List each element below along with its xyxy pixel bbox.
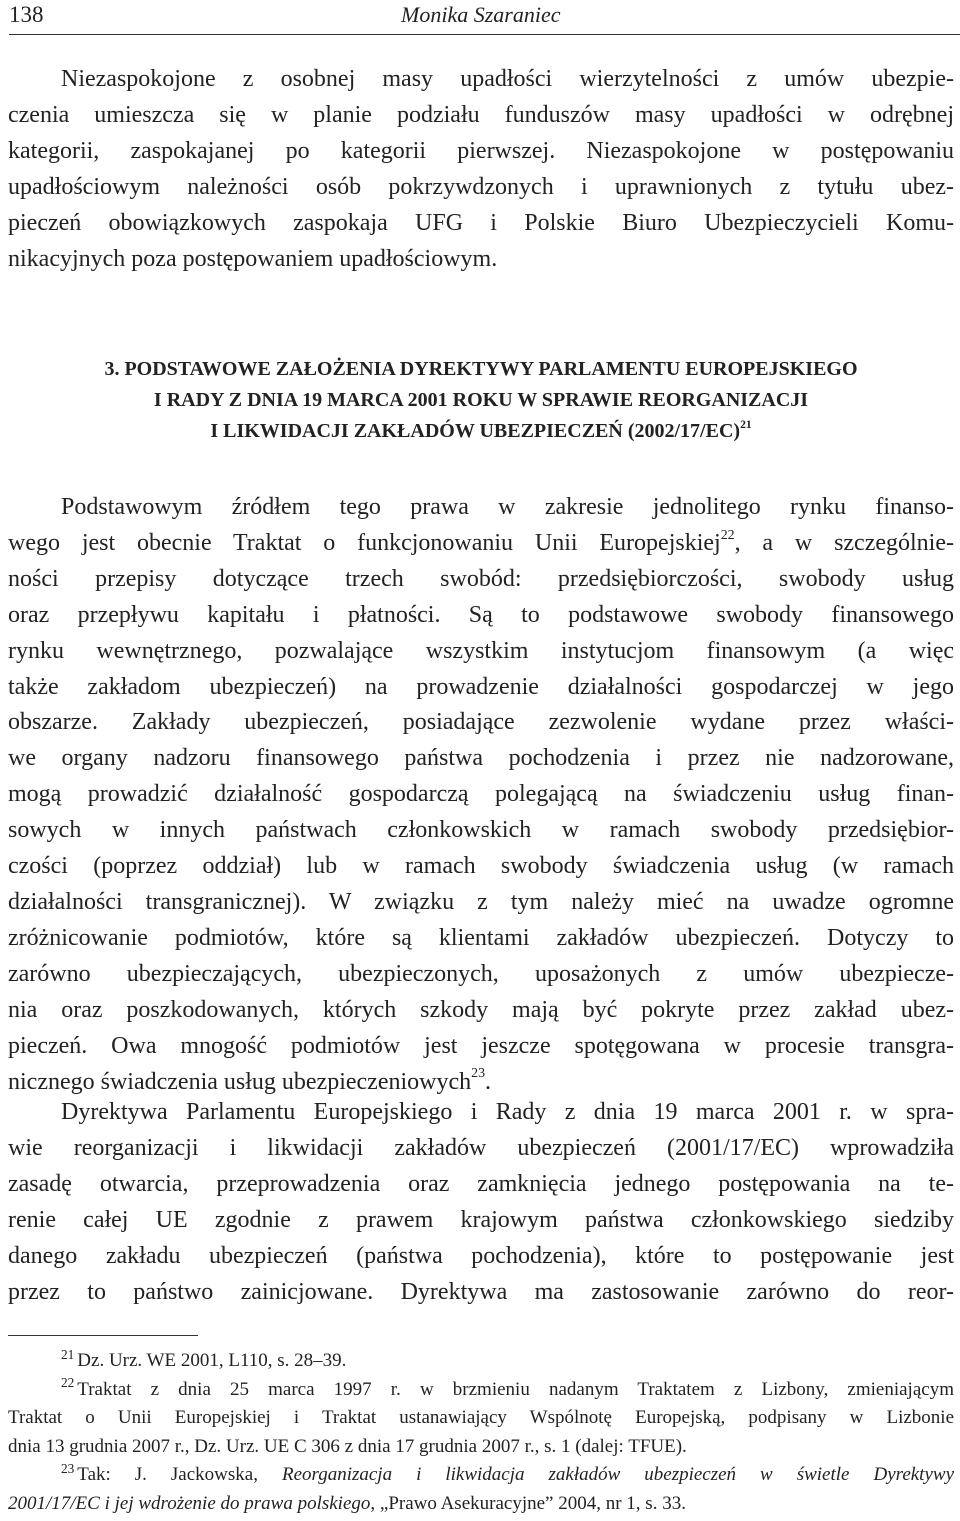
text-line: pieczeń. Owa mnogość podmiotów jest jeszcze spotęgowana w procesie transgra- <box>8 1032 954 1059</box>
header-rule <box>9 34 960 35</box>
footnote-number: 22 <box>61 1375 75 1391</box>
text-line: Dyrektywa Parlamentu Europejskiego i Rady z dnia 19 marca 2001 r. w spra- <box>61 1099 954 1125</box>
text-line: także zakładom ubezpieczeń) na prowadzenie działalności gospodarczej w jego <box>8 673 954 700</box>
text-line: we organy nadzoru finansowego państwa pochodzenia i przez nie nadzorowane, <box>8 745 954 772</box>
text-line: ności przepisy dotyczące trzech swobód: przedsiębiorczości, swobody usług <box>8 565 954 592</box>
text-segment: . <box>485 1068 492 1095</box>
footnote-text-line: dnia 13 grudnia 2007 r., Dz. Urz. UE C 306 z dnia 17 grudnia 2007 r., s. 1 (dalej: TFUE). <box>8 1435 687 1457</box>
text-line: zarówno ubezpieczających, ubezpieczonych, uposażonych z umów ubezpiecze- <box>8 960 954 987</box>
text-segment: , a w szczególnie- <box>734 529 954 556</box>
footnote-cited-title: 2001/17/EC i jej wdrożenie do prawa polskiego <box>8 1492 371 1514</box>
text-line: kategorii, zaspokajanej po kategorii pierwszej. Niezaspokojone w postępowaniu <box>8 137 954 164</box>
text-line: rynku wewnętrznego, pozwalające wszystkim instytucjom finansowym (a więc <box>8 637 954 664</box>
footnote-text-line: Traktat o Unii Europejskiej i Traktat ustanawiający Wspólnotę Europejską, podpisany w Lizbonie <box>8 1407 954 1429</box>
text-segment: nicznego świadczenia usług ubezpieczeniowych <box>8 1068 472 1095</box>
text-line: pieczeń obowiązkowych zaspokaja UFG i Polskie Biuro Ubezpieczycieli Komu- <box>8 209 954 236</box>
text-line: obszarze. Zakłady ubezpieczeń, posiadające zezwolenie wydane przez właści- <box>8 709 954 736</box>
text-line: sowych w innych państwach członkowskich w ramach swobody przedsiębior- <box>8 817 954 844</box>
footnote-text-line <box>8 1490 954 1519</box>
footnote-text: Traktat z dnia 25 marca 1997 r. w brzmieniu nadanym Traktatem z Lizbony, zmieniającym <box>77 1378 954 1400</box>
text-line: przez to państwo zainicjowane. Dyrektywa ma zastosowanie zarówno do reor- <box>8 1278 954 1305</box>
footnote-text: , „Prawo Asekuracyjne” 2004, nr 1, s. 33. <box>370 1492 686 1514</box>
footnote-text: Dz. Urz. WE 2001, L110, s. 28–39. <box>77 1350 347 1371</box>
body-paragraph-2 <box>8 1095 954 1310</box>
footnote-22 <box>8 1376 954 1405</box>
intro-paragraph <box>8 62 954 277</box>
footnote-number: 21 <box>61 1346 75 1362</box>
text-line: Podstawowym źródłem tego prawa w zakresie jednolitego rynku finanso- <box>61 494 954 520</box>
footnote-21 <box>8 1347 954 1376</box>
section-heading <box>8 354 954 447</box>
text-line: oraz przepływu kapitału i płatności. Są to podstawowe swobody finansowego <box>8 601 954 628</box>
text-segment: wego jest obecnie Traktat o funkcjonowaniu Unii Europejskiej <box>8 529 721 556</box>
text-line: zróżnicowanie podmiotów, które są klientami zakładów ubezpieczeń. Dotyczy to <box>8 924 954 951</box>
footnote-separator <box>8 1335 198 1336</box>
text-line: nikacyjnych poza postępowaniem upadłościowym. <box>8 245 498 272</box>
text-line: danego zakładu ubezpieczeń (państwa pochodzenia), które to postępowanie jest <box>8 1242 954 1269</box>
heading-line-text: I LIKWIDACJI ZAKŁADÓW UBEZPIECZEŃ (2002/17/EC) <box>210 420 741 442</box>
text-line: upadłościowym należności osób pokrzywdzonych i uprawnionych z tytułu ubez- <box>8 173 954 200</box>
footnote-23 <box>8 1461 954 1490</box>
text-line: działalności transgranicznej). W związku z tym należy mieć na uwadze ogromne <box>8 888 954 915</box>
footnote-ref-22: 22 <box>720 527 735 543</box>
text-line: nia oraz poszkodowanych, których szkody mają być pokryte przez zakład ubez- <box>8 996 954 1023</box>
text-line: czenia umieszcza się w planie podziału funduszów masy upadłości w odrębnej <box>8 101 954 128</box>
footnote-ref-21: 21 <box>740 417 752 431</box>
text-line: zasadę otwarcia, przeprowadzenia oraz zamknięcia jednego postępowania na te- <box>8 1170 954 1197</box>
body-paragraph-1 <box>8 490 954 1100</box>
footnote-cited-title: Reorganizacja i likwidacja zakładów ubezpieczeń w świetle Dyrektywy <box>281 1464 954 1486</box>
footnote-text: Tak: J. Jackowska, <box>77 1464 282 1486</box>
footnote-ref-23: 23 <box>471 1066 486 1082</box>
page-header <box>9 0 960 34</box>
text-line: renie całej UE zgodnie z prawem krajowym państwa członkowskiego siedziby <box>8 1206 954 1233</box>
text-line: wie reorganizacji i likwidacji zakładów ubezpieczeń (2001/17/EC) wprowadziła <box>8 1134 954 1161</box>
heading-line: I RADY Z DNIA 19 MARCA 2001 ROKU W SPRAWIE REORGANIZACJI <box>153 389 809 411</box>
text-line: czości (poprzez oddział) lub w ramach swobody świadczenia usług (w ramach <box>8 853 954 880</box>
heading-line-with-ref <box>8 416 954 447</box>
page-number: 138 <box>9 2 44 27</box>
heading-line: 3. PODSTAWOWE ZAŁOŻENIA DYREKTYWY PARLAMENTU EUROPEJSKIEGO <box>104 358 858 380</box>
text-line-with-ref <box>8 526 954 562</box>
footnote-number: 23 <box>61 1461 75 1477</box>
text-line: Niezaspokojone z osobnej masy upadłości wierzytelności z umów ubezpie- <box>61 66 954 92</box>
footnotes <box>8 1347 954 1519</box>
running-head-author: Monika Szaraniec <box>401 2 561 27</box>
text-line: mogą prowadzić działalność gospodarczą polegającą na świadczeniu usług finan- <box>8 781 954 808</box>
